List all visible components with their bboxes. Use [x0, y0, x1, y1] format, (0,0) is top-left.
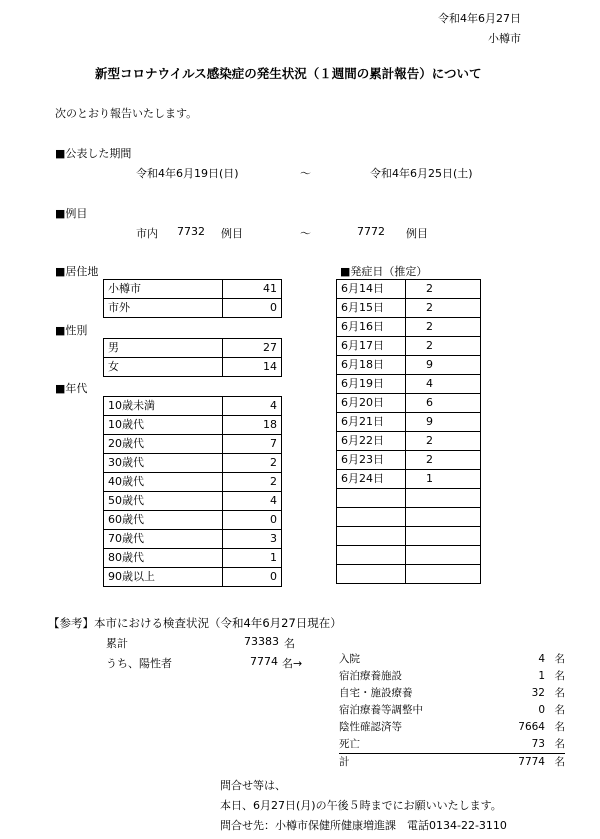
- table-row: [104, 435, 282, 454]
- onset-date: 6月24日: [337, 470, 406, 489]
- age-value: 2: [223, 454, 282, 473]
- table-row: [104, 397, 282, 416]
- table-row: [337, 470, 481, 489]
- onset-date: [337, 489, 406, 508]
- onset-date: 6月16日: [337, 318, 406, 337]
- onset-date: [337, 527, 406, 546]
- breakdown-label: 自宅・施設療養: [339, 687, 413, 699]
- total-value: 73383: [244, 635, 279, 648]
- breakdown-label: 宿泊療養等調整中: [339, 704, 423, 716]
- residence-heading: ■居住地: [55, 265, 99, 278]
- breakdown-unit: 名: [554, 687, 565, 699]
- onset-date: [337, 565, 406, 584]
- breakdown-unit: 名: [554, 738, 565, 750]
- contact-line-2: 本日、6月27日(月)の午後５時までにお願いいたします。: [220, 799, 502, 812]
- table-row: [337, 280, 481, 299]
- breakdown-unit: 名: [554, 721, 565, 733]
- reference-heading-row: [48, 615, 342, 631]
- breakdown-label: 入院: [339, 653, 360, 665]
- age-value: 3: [223, 530, 282, 549]
- document-title: 新型コロナウイルス感染症の発生状況（１週間の累計報告）について: [95, 66, 482, 81]
- onset-table: [336, 279, 481, 584]
- age-heading: ■年代: [55, 382, 88, 395]
- table-row: [104, 549, 282, 568]
- sex-value: 14: [223, 358, 282, 377]
- onset-value: 6: [406, 394, 481, 413]
- sex-value: 27: [223, 339, 282, 358]
- breakdown-unit: 名: [554, 704, 565, 716]
- sex-label: 女: [104, 358, 223, 377]
- age-value: 2: [223, 473, 282, 492]
- onset-value: 9: [406, 356, 481, 375]
- sum-label: 計: [339, 754, 489, 772]
- age-value: 7: [223, 435, 282, 454]
- onset-value: 2: [406, 451, 481, 470]
- case-prefix: 市内: [136, 227, 158, 240]
- period-start: 令和4年6月19日(日): [136, 167, 239, 180]
- breakdown-value: 4: [538, 653, 545, 665]
- case-tilde: ～: [300, 227, 311, 240]
- table-row: [104, 339, 282, 358]
- reference-tag: 【参考】: [48, 616, 94, 630]
- table-row: [337, 413, 481, 432]
- positive-label: うち、陽性者: [106, 657, 172, 670]
- table-row: [104, 280, 282, 299]
- onset-value: 1: [406, 470, 481, 489]
- residence-label: 市外: [104, 299, 223, 318]
- table-row: [104, 473, 282, 492]
- table-row: [337, 318, 481, 337]
- total-unit: 名: [284, 637, 295, 650]
- age-label: 20歳代: [104, 435, 223, 454]
- onset-value: [406, 527, 481, 546]
- onset-date: 6月21日: [337, 413, 406, 432]
- positive-value: 7774: [250, 655, 278, 668]
- sex-heading: ■性別: [55, 324, 88, 337]
- age-label: 60歳代: [104, 511, 223, 530]
- onset-date: 6月18日: [337, 356, 406, 375]
- age-label: 40歳代: [104, 473, 223, 492]
- onset-value: 2: [406, 432, 481, 451]
- age-value: 18: [223, 416, 282, 435]
- breakdown-unit: 名: [554, 670, 565, 682]
- breakdown-label: 死亡: [339, 738, 360, 750]
- sum-unit: 名: [545, 754, 565, 772]
- intro-text: 次のとおり報告いたします。: [55, 107, 198, 120]
- onset-date: 6月17日: [337, 337, 406, 356]
- breakdown-value: 1: [538, 670, 545, 682]
- onset-value: [406, 508, 481, 527]
- onset-date: 6月22日: [337, 432, 406, 451]
- contact-line-1: 問合せ等は、: [220, 779, 286, 792]
- table-row: [337, 508, 481, 527]
- age-value: 4: [223, 492, 282, 511]
- residence-table: [103, 279, 282, 318]
- table-row: [104, 511, 282, 530]
- total-label: 累計: [106, 637, 128, 650]
- table-row: [104, 358, 282, 377]
- onset-value: 2: [406, 299, 481, 318]
- case-unit-start: 例目: [221, 227, 243, 240]
- onset-value: 2: [406, 318, 481, 337]
- table-row: [337, 527, 481, 546]
- issuer: 小樽市: [488, 32, 521, 45]
- sex-label: 男: [104, 339, 223, 358]
- table-row: [339, 668, 565, 685]
- table-row: [104, 492, 282, 511]
- residence-label: 小樽市: [104, 280, 223, 299]
- breakdown-label: 宿泊療養施設: [339, 670, 402, 682]
- table-row: [337, 337, 481, 356]
- age-value: 0: [223, 568, 282, 587]
- age-value: 0: [223, 511, 282, 530]
- age-value: 4: [223, 397, 282, 416]
- table-row: [339, 651, 565, 668]
- age-label: 30歳代: [104, 454, 223, 473]
- onset-value: [406, 546, 481, 565]
- positive-unit: 名→: [282, 657, 303, 670]
- sex-table: [103, 338, 282, 377]
- table-row: [337, 356, 481, 375]
- case-start: 7732: [177, 225, 205, 238]
- age-label: 10歳未満: [104, 397, 223, 416]
- onset-date: [337, 546, 406, 565]
- table-row: [337, 451, 481, 470]
- table-row: [337, 565, 481, 584]
- breakdown-unit: 名: [554, 653, 565, 665]
- onset-value: 2: [406, 280, 481, 299]
- period-tilde: ～: [300, 167, 311, 180]
- table-row: [104, 416, 282, 435]
- table-row: [339, 702, 565, 719]
- breakdown-value: 73: [531, 738, 545, 750]
- table-row: [104, 530, 282, 549]
- onset-value: 9: [406, 413, 481, 432]
- case-end: 7772: [357, 225, 385, 238]
- residence-value: 41: [223, 280, 282, 299]
- case-unit-end: 例目: [406, 227, 428, 240]
- table-row: [337, 489, 481, 508]
- onset-date: 6月20日: [337, 394, 406, 413]
- period-heading: ■公表した期間: [55, 147, 132, 160]
- sum-value: 7774: [489, 754, 545, 772]
- document-date: 令和4年6月27日: [438, 12, 521, 25]
- age-label: 10歳代: [104, 416, 223, 435]
- reference-heading: 本市における検査状況（令和4年6月27日現在）: [94, 616, 342, 630]
- table-row: [337, 375, 481, 394]
- table-row: [339, 736, 565, 754]
- table-row: [337, 299, 481, 318]
- table-row: [104, 454, 282, 473]
- breakdown-value: 7664: [518, 721, 545, 733]
- onset-value: 4: [406, 375, 481, 394]
- onset-date: 6月14日: [337, 280, 406, 299]
- table-row: [104, 299, 282, 318]
- case-heading: ■例目: [55, 207, 88, 220]
- breakdown-total-row: [339, 754, 565, 772]
- table-row: [337, 546, 481, 565]
- breakdown-table: [339, 651, 565, 771]
- table-row: [337, 394, 481, 413]
- period-end: 令和4年6月25日(土): [370, 167, 473, 180]
- age-label: 80歳代: [104, 549, 223, 568]
- contact-line-3: 問合せ先：小樽市保健所健康増進課 電話0134-22-3110: [220, 819, 507, 832]
- onset-date: [337, 508, 406, 527]
- table-row: [104, 568, 282, 587]
- table-row: [337, 432, 481, 451]
- onset-date: 6月15日: [337, 299, 406, 318]
- onset-date: 6月23日: [337, 451, 406, 470]
- age-label: 70歳代: [104, 530, 223, 549]
- breakdown-value: 32: [531, 687, 545, 699]
- age-table: [103, 396, 282, 587]
- age-label: 50歳代: [104, 492, 223, 511]
- table-row: [339, 685, 565, 702]
- onset-value: [406, 565, 481, 584]
- residence-value: 0: [223, 299, 282, 318]
- age-label: 90歳以上: [104, 568, 223, 587]
- onset-value: 2: [406, 337, 481, 356]
- onset-heading: ■発症日（推定）: [340, 265, 428, 278]
- onset-value: [406, 489, 481, 508]
- table-row: [339, 719, 565, 736]
- breakdown-value: 0: [538, 704, 545, 716]
- age-value: 1: [223, 549, 282, 568]
- breakdown-label: 陰性確認済等: [339, 721, 402, 733]
- onset-date: 6月19日: [337, 375, 406, 394]
